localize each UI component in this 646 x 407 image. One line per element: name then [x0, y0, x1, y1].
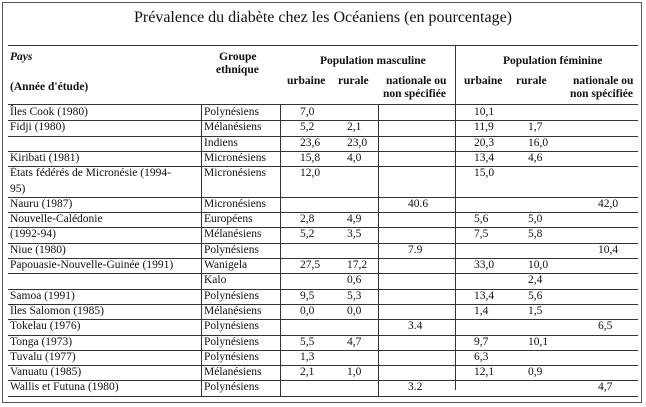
header-fem-rurale: rurale — [516, 75, 547, 87]
cell-mu: 15,8 — [300, 151, 321, 164]
cell-groupe: Polynésiens — [204, 243, 259, 256]
cell-mu: 12,0 — [300, 167, 321, 180]
row-rule — [8, 120, 638, 121]
cell-pays: Wallis et Futuna (1980) — [10, 381, 119, 394]
cell-pays: Samoa (1991) — [10, 289, 75, 302]
cell-mr: 4,9 — [347, 213, 362, 226]
cell-groupe: Polynésiens — [204, 106, 259, 118]
cell-mr: 4,7 — [347, 335, 362, 348]
cell-fr: 5,8 — [528, 228, 543, 241]
cell-pays: (1992-94) — [10, 228, 56, 241]
cell-mn: 3.2 — [408, 381, 423, 394]
cell-fn: 4,7 — [598, 381, 613, 394]
cell-mu: 5,2 — [300, 228, 315, 241]
cell-pays: Kiribati (1981) — [10, 151, 80, 164]
cell-pays2: 95) — [10, 182, 26, 195]
cell-fu: 10,1 — [474, 106, 495, 118]
cell-groupe: Polynésiens — [204, 381, 259, 394]
separator-rurale-nationale — [378, 105, 379, 396]
cell-mu: 23,6 — [300, 136, 321, 149]
cell-fr: 0,9 — [528, 366, 543, 379]
header-pop-masculine: Population masculine — [320, 55, 426, 67]
row-rule — [8, 197, 638, 198]
cell-fr: 1,5 — [528, 304, 543, 317]
cell-groupe: Européens — [204, 213, 253, 226]
cell-mu: 5,5 — [300, 335, 315, 348]
cell-fu: 11,9 — [474, 121, 494, 134]
cell-groupe: Kalo — [204, 274, 227, 287]
header-pays: Pays — [10, 51, 33, 63]
cell-groupe: Polynésiens — [204, 350, 259, 363]
cell-mn: 40.6 — [408, 197, 429, 210]
cell-pays: Tuvalu (1977) — [10, 350, 76, 363]
cell-pays: Fidji (1980) — [10, 121, 66, 134]
cell-mn: 3.4 — [408, 320, 423, 333]
cell-mu: 0,0 — [300, 304, 315, 317]
separator-masc-fem — [455, 45, 456, 390]
cell-fu: 20,3 — [474, 136, 495, 149]
cell-fu: 13,4 — [474, 151, 495, 164]
cell-mu: 9,5 — [300, 289, 315, 302]
cell-groupe: Micronésiens — [204, 167, 266, 180]
header-groupe-1: Groupe — [219, 51, 257, 63]
cell-mu: 7,0 — [300, 106, 315, 118]
row-rule — [8, 289, 638, 290]
separator-pays-groupe — [201, 105, 202, 396]
cell-fn: 10,4 — [598, 243, 619, 256]
cell-fu: 7,5 — [474, 228, 489, 241]
header-annee: (Année d'étude) — [10, 81, 89, 93]
header-fem-nationale-2: non spécifiée — [570, 88, 633, 100]
cell-pays: Nauru (1987) — [10, 197, 73, 210]
header-groupe-2: ethnique — [216, 64, 259, 76]
cell-fr: 1,7 — [528, 121, 543, 134]
cell-pays: Nouvelle-Calédonie — [10, 213, 103, 226]
cell-pays: États fédérés de Micronésie (1994- — [10, 167, 171, 180]
cell-mr: 5,3 — [347, 289, 362, 302]
cell-groupe: Polynésiens — [204, 335, 259, 348]
cell-fu: 15,0 — [474, 167, 495, 180]
header-bottom-rule — [8, 104, 638, 105]
cell-fu: 33,0 — [474, 259, 495, 271]
cell-groupe: Mélanésiens — [204, 304, 262, 317]
cell-mu: 1,3 — [300, 350, 315, 363]
cell-mr: 1,0 — [347, 366, 362, 379]
header-masc-nationale-2: non spécifiée — [383, 88, 446, 100]
cell-pays: Tonga (1973) — [10, 335, 73, 348]
cell-fr: 10,0 — [528, 259, 549, 271]
cell-fn: 42,0 — [598, 197, 619, 210]
cell-pays: Îles Cook (1980) — [10, 106, 88, 118]
header-fem-urbaine: urbaine — [464, 75, 503, 87]
row-rule — [8, 273, 638, 274]
cell-mn: 7.9 — [408, 243, 423, 256]
header-masc-rurale: rurale — [338, 75, 369, 87]
cell-mr: 0,6 — [347, 274, 362, 287]
cell-pays: Îles Salomon (1985) — [10, 304, 104, 317]
cell-fr: 10,1 — [528, 335, 549, 348]
cell-pays: Papouasie-Nouvelle-Guinée (1991) — [10, 259, 174, 271]
row-rule — [8, 350, 638, 351]
cell-groupe: Mélanésiens — [204, 228, 262, 241]
cell-fn: 6,5 — [598, 320, 613, 333]
cell-pays: Tokelau (1976) — [10, 320, 81, 333]
cell-groupe: Wanigela — [204, 259, 248, 271]
cell-mu: 2,1 — [300, 366, 315, 379]
diabetes-table — [8, 45, 638, 394]
separator-groupe-masc — [280, 105, 281, 396]
header-pop-feminine: Population féminine — [503, 55, 603, 67]
cell-fu: 5,6 — [474, 213, 489, 226]
cell-groupe: Micronésiens — [204, 197, 266, 210]
header-masc-nationale-1: nationale ou — [386, 75, 447, 87]
row-rule — [8, 243, 638, 244]
cell-mu: 2,8 — [300, 213, 315, 226]
cell-fu: 1,4 — [474, 304, 489, 317]
cell-pays: Niue (1980) — [10, 243, 66, 256]
cell-mr: 3,5 — [347, 228, 362, 241]
cell-mu: 27,5 — [300, 259, 321, 271]
cell-fu: 12,1 — [474, 366, 495, 379]
cell-mr: 0,0 — [347, 304, 362, 317]
row-rule — [8, 365, 638, 366]
cell-mr: 4,0 — [347, 151, 362, 164]
cell-fu: 13,4 — [474, 289, 495, 302]
cell-fu: 6,3 — [474, 350, 489, 363]
cell-mr: 2,1 — [347, 121, 362, 134]
table-title: Prévalence du diabète chez les Océaniens (en pourcentage) — [133, 9, 513, 26]
row-rule — [8, 151, 638, 152]
cell-fr: 4,6 — [528, 151, 543, 164]
cell-fr: 16,0 — [528, 136, 549, 149]
row-rule — [8, 319, 638, 320]
row-rule — [8, 396, 638, 397]
cell-fu: 9,7 — [474, 335, 489, 348]
cell-groupe: Indiens — [204, 136, 238, 149]
cell-groupe: Polynésiens — [204, 320, 259, 333]
row-rule — [8, 227, 638, 228]
header-masc-urbaine: urbaine — [287, 75, 326, 87]
cell-groupe: Mélanésiens — [204, 121, 262, 134]
cell-fr: 5,6 — [528, 289, 543, 302]
cell-fr: 5,0 — [528, 213, 543, 226]
cell-mr: 23,0 — [347, 136, 368, 149]
top-rule — [8, 45, 638, 46]
cell-groupe: Mélanésiens — [204, 366, 262, 379]
cell-groupe: Micronésiens — [204, 151, 266, 164]
cell-groupe: Polynésiens — [204, 289, 259, 302]
cell-pays: Vanuatu (1985) — [10, 366, 82, 379]
cell-mr: 17,2 — [347, 259, 368, 271]
header-fem-nationale-1: nationale ou — [573, 75, 634, 87]
cell-mu: 5,2 — [300, 121, 315, 134]
cell-fr: 2,4 — [528, 274, 543, 287]
